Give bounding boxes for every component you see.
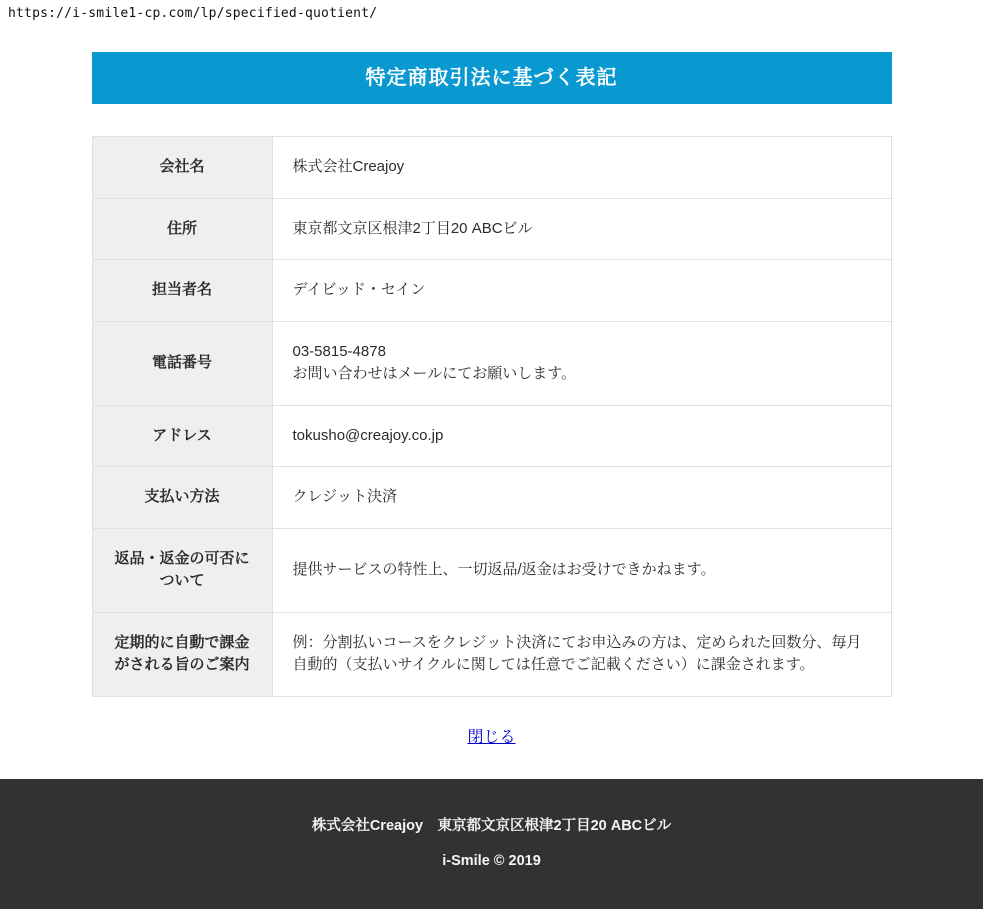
- close-link-row: [92, 724, 892, 747]
- row-label-company: 会社名: [92, 137, 272, 199]
- close-link[interactable]: 閉じる: [467, 729, 515, 746]
- row-value-recurring-billing: 例：分割払いコースをクレジット決済にてお申込みの方は、定められた回数分、毎月自動的（支払いサイクルに関しては任意でご記載ください）に課金されます。: [272, 612, 891, 696]
- row-value-email: tokusho@creajoy.co.jp: [272, 405, 891, 467]
- table-row: [92, 137, 891, 199]
- row-label-recurring-billing: 定期的に自動で課金 がされる旨のご案内: [92, 612, 272, 696]
- row-value-payment: クレジット決済: [272, 467, 891, 529]
- table-row: [92, 467, 891, 529]
- table-row: [92, 321, 891, 405]
- phone-number: 03-5815-4878: [293, 341, 869, 364]
- page-title: 特定商取引法に基づく表記: [92, 52, 892, 104]
- row-value-address: 東京都文京区根津2丁目20 ABCビル: [272, 198, 891, 260]
- table-row: [92, 260, 891, 322]
- row-value-company: 株式会社Creajoy: [272, 137, 891, 199]
- disclosure-table-wrap: [92, 136, 892, 697]
- table-row: [92, 198, 891, 260]
- table-row: [92, 612, 891, 696]
- row-label-email: アドレス: [92, 405, 272, 467]
- content-container: [92, 52, 892, 747]
- table-row: [92, 405, 891, 467]
- row-label-payment: 支払い方法: [92, 467, 272, 529]
- row-label-phone: 電話番号: [92, 321, 272, 405]
- page-url-text: https://i-smile1-cp.com/lp/specified-quotient/: [0, 0, 983, 26]
- footer-copyright: i-Smile © 2019: [0, 851, 983, 871]
- row-value-refund: 提供サービスの特性上、一切返品/返金はお受けできかねます。: [272, 528, 891, 612]
- page-footer: [0, 779, 983, 909]
- row-label-contact-person: 担当者名: [92, 260, 272, 322]
- row-label-refund: 返品・返金の可否に ついて: [92, 528, 272, 612]
- row-label-address: 住所: [92, 198, 272, 260]
- row-value-phone: [272, 321, 891, 405]
- row-value-contact-person: デイビッド・セイン: [272, 260, 891, 322]
- footer-company-line: 株式会社Creajoy 東京都文京区根津2丁目20 ABCビル: [0, 816, 983, 836]
- phone-note: お問い合わせはメールにてお願いします。: [293, 363, 869, 386]
- table-row: [92, 528, 891, 612]
- disclosure-table: [92, 136, 892, 697]
